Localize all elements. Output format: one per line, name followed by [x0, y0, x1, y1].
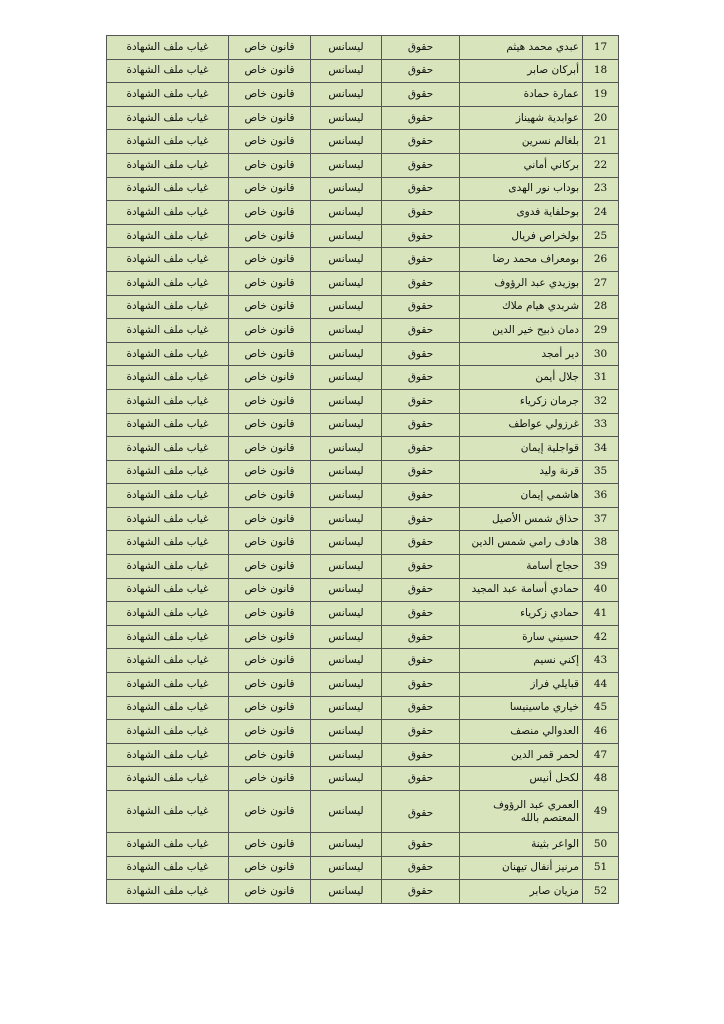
row-number: 27 [583, 271, 619, 295]
specialty: قانون خاص [229, 319, 311, 343]
row-number: 38 [583, 531, 619, 555]
degree-level: ليسانس [311, 295, 382, 319]
table-row [107, 531, 619, 555]
observation: غياب ملف الشهادة [107, 833, 229, 857]
student-name: بوزيدي عبد الرؤوف [460, 271, 583, 295]
degree-level: ليسانس [311, 578, 382, 602]
row-number: 49 [583, 791, 619, 833]
table-row [107, 578, 619, 602]
table-row [107, 649, 619, 673]
observation: غياب ملف الشهادة [107, 201, 229, 225]
table-row [107, 625, 619, 649]
student-name: قرنة وليد [460, 460, 583, 484]
table-row [107, 856, 619, 880]
field-of-study: حقوق [382, 578, 460, 602]
student-name: العمري عبد الرؤوف المعتصم بالله [460, 791, 583, 833]
specialty: قانون خاص [229, 106, 311, 130]
degree-level: ليسانس [311, 484, 382, 508]
row-number: 37 [583, 507, 619, 531]
degree-level: ليسانس [311, 531, 382, 555]
observation: غياب ملف الشهادة [107, 578, 229, 602]
table-row [107, 720, 619, 744]
field-of-study: حقوق [382, 36, 460, 60]
degree-level: ليسانس [311, 59, 382, 83]
student-name: حذاق شمس الأصيل [460, 507, 583, 531]
field-of-study: حقوق [382, 106, 460, 130]
row-number: 52 [583, 880, 619, 904]
observation: غياب ملف الشهادة [107, 342, 229, 366]
specialty: قانون خاص [229, 531, 311, 555]
table-row [107, 342, 619, 366]
table-row [107, 696, 619, 720]
table-row [107, 271, 619, 295]
table-row [107, 83, 619, 107]
degree-level: ليسانس [311, 130, 382, 154]
specialty: قانون خاص [229, 602, 311, 626]
observation: غياب ملف الشهادة [107, 625, 229, 649]
specialty: قانون خاص [229, 177, 311, 201]
observation: غياب ملف الشهادة [107, 83, 229, 107]
degree-level: ليسانس [311, 153, 382, 177]
specialty: قانون خاص [229, 578, 311, 602]
student-name: خياري ماسينيسا [460, 696, 583, 720]
specialty: قانون خاص [229, 59, 311, 83]
degree-level: ليسانس [311, 791, 382, 833]
field-of-study: حقوق [382, 880, 460, 904]
observation: غياب ملف الشهادة [107, 767, 229, 791]
table-row [107, 153, 619, 177]
field-of-study: حقوق [382, 767, 460, 791]
table-row [107, 389, 619, 413]
student-name: هادف رامي شمس الدين [460, 531, 583, 555]
row-number: 25 [583, 224, 619, 248]
degree-level: ليسانس [311, 271, 382, 295]
specialty: قانون خاص [229, 767, 311, 791]
table-row [107, 366, 619, 390]
row-number: 40 [583, 578, 619, 602]
row-number: 50 [583, 833, 619, 857]
student-name: عمارة حمادة [460, 83, 583, 107]
degree-level: ليسانس [311, 720, 382, 744]
degree-level: ليسانس [311, 389, 382, 413]
degree-level: ليسانس [311, 696, 382, 720]
table-row [107, 59, 619, 83]
row-number: 32 [583, 389, 619, 413]
degree-level: ليسانس [311, 555, 382, 579]
field-of-study: حقوق [382, 507, 460, 531]
student-name: هاشمي إيمان [460, 484, 583, 508]
row-number: 47 [583, 743, 619, 767]
row-number: 51 [583, 856, 619, 880]
student-name: بلغالم نسرين [460, 130, 583, 154]
field-of-study: حقوق [382, 484, 460, 508]
table-row [107, 602, 619, 626]
field-of-study: حقوق [382, 59, 460, 83]
student-name: شربدي هيام ملاك [460, 295, 583, 319]
field-of-study: حقوق [382, 130, 460, 154]
specialty: قانون خاص [229, 791, 311, 833]
observation: غياب ملف الشهادة [107, 389, 229, 413]
field-of-study: حقوق [382, 856, 460, 880]
specialty: قانون خاص [229, 224, 311, 248]
student-name: مزيان صابر [460, 880, 583, 904]
specialty: قانون خاص [229, 507, 311, 531]
observation: غياب ملف الشهادة [107, 856, 229, 880]
observation: غياب ملف الشهادة [107, 555, 229, 579]
degree-level: ليسانس [311, 880, 382, 904]
student-name: حمادي زكرياء [460, 602, 583, 626]
field-of-study: حقوق [382, 83, 460, 107]
observation: غياب ملف الشهادة [107, 366, 229, 390]
degree-level: ليسانس [311, 507, 382, 531]
students-table [106, 35, 619, 904]
degree-level: ليسانس [311, 106, 382, 130]
student-name: حسيني سارة [460, 625, 583, 649]
degree-level: ليسانس [311, 649, 382, 673]
specialty: قانون خاص [229, 271, 311, 295]
observation: غياب ملف الشهادة [107, 248, 229, 272]
degree-level: ليسانس [311, 201, 382, 225]
row-number: 29 [583, 319, 619, 343]
specialty: قانون خاص [229, 720, 311, 744]
table-row [107, 437, 619, 461]
student-name: جلال أيمن [460, 366, 583, 390]
degree-level: ليسانس [311, 602, 382, 626]
specialty: قانون خاص [229, 366, 311, 390]
student-name: مرنيز أنفال تيهنان [460, 856, 583, 880]
row-number: 48 [583, 767, 619, 791]
field-of-study: حقوق [382, 673, 460, 697]
table-row [107, 36, 619, 60]
student-name: الواعر بثينة [460, 833, 583, 857]
specialty: قانون خاص [229, 130, 311, 154]
field-of-study: حقوق [382, 342, 460, 366]
field-of-study: حقوق [382, 649, 460, 673]
degree-level: ليسانس [311, 248, 382, 272]
observation: غياب ملف الشهادة [107, 720, 229, 744]
student-name: بولخراص فريال [460, 224, 583, 248]
table-body [107, 36, 619, 904]
table-row [107, 833, 619, 857]
field-of-study: حقوق [382, 271, 460, 295]
specialty: قانون خاص [229, 248, 311, 272]
field-of-study: حقوق [382, 295, 460, 319]
student-name: لحمر قمر الدين [460, 743, 583, 767]
row-number: 43 [583, 649, 619, 673]
student-name: أبركان صابر [460, 59, 583, 83]
student-name: بوحلفاية فدوى [460, 201, 583, 225]
row-number: 23 [583, 177, 619, 201]
row-number: 30 [583, 342, 619, 366]
student-name: عوابدية شهيناز [460, 106, 583, 130]
field-of-study: حقوق [382, 224, 460, 248]
table-row [107, 673, 619, 697]
observation: غياب ملف الشهادة [107, 36, 229, 60]
specialty: قانون خاص [229, 153, 311, 177]
specialty: قانون خاص [229, 460, 311, 484]
table-row [107, 177, 619, 201]
observation: غياب ملف الشهادة [107, 880, 229, 904]
field-of-study: حقوق [382, 201, 460, 225]
field-of-study: حقوق [382, 319, 460, 343]
field-of-study: حقوق [382, 153, 460, 177]
degree-level: ليسانس [311, 36, 382, 60]
row-number: 31 [583, 366, 619, 390]
specialty: قانون خاص [229, 437, 311, 461]
row-number: 36 [583, 484, 619, 508]
student-name: غرزولي عواطف [460, 413, 583, 437]
specialty: قانون خاص [229, 833, 311, 857]
student-name: حمادي أسامة عبد المجيد [460, 578, 583, 602]
observation: غياب ملف الشهادة [107, 602, 229, 626]
degree-level: ليسانس [311, 224, 382, 248]
field-of-study: حقوق [382, 791, 460, 833]
table-row [107, 791, 619, 833]
table-row [107, 201, 619, 225]
observation: غياب ملف الشهادة [107, 649, 229, 673]
student-name: بركاني أماني [460, 153, 583, 177]
observation: غياب ملف الشهادة [107, 224, 229, 248]
field-of-study: حقوق [382, 720, 460, 744]
table-row [107, 767, 619, 791]
table-row [107, 295, 619, 319]
student-name: جرمان زكرياء [460, 389, 583, 413]
degree-level: ليسانس [311, 319, 382, 343]
table-row [107, 106, 619, 130]
degree-level: ليسانس [311, 767, 382, 791]
observation: غياب ملف الشهادة [107, 153, 229, 177]
field-of-study: حقوق [382, 531, 460, 555]
degree-level: ليسانس [311, 833, 382, 857]
observation: غياب ملف الشهادة [107, 791, 229, 833]
student-name: قواجلية إيمان [460, 437, 583, 461]
field-of-study: حقوق [382, 625, 460, 649]
row-number: 17 [583, 36, 619, 60]
field-of-study: حقوق [382, 413, 460, 437]
degree-level: ليسانس [311, 177, 382, 201]
degree-level: ليسانس [311, 625, 382, 649]
observation: غياب ملف الشهادة [107, 413, 229, 437]
table-row [107, 507, 619, 531]
field-of-study: حقوق [382, 555, 460, 579]
field-of-study: حقوق [382, 696, 460, 720]
degree-level: ليسانس [311, 342, 382, 366]
field-of-study: حقوق [382, 177, 460, 201]
student-name: دمان ذبيح خير الدين [460, 319, 583, 343]
specialty: قانون خاص [229, 413, 311, 437]
row-number: 24 [583, 201, 619, 225]
student-name: قبايلي فراز [460, 673, 583, 697]
row-number: 44 [583, 673, 619, 697]
field-of-study: حقوق [382, 833, 460, 857]
field-of-study: حقوق [382, 437, 460, 461]
specialty: قانون خاص [229, 389, 311, 413]
row-number: 42 [583, 625, 619, 649]
row-number: 28 [583, 295, 619, 319]
specialty: قانون خاص [229, 673, 311, 697]
degree-level: ليسانس [311, 743, 382, 767]
degree-level: ليسانس [311, 83, 382, 107]
field-of-study: حقوق [382, 366, 460, 390]
table-row [107, 130, 619, 154]
specialty: قانون خاص [229, 625, 311, 649]
observation: غياب ملف الشهادة [107, 484, 229, 508]
degree-level: ليسانس [311, 460, 382, 484]
row-number: 45 [583, 696, 619, 720]
specialty: قانون خاص [229, 36, 311, 60]
field-of-study: حقوق [382, 389, 460, 413]
specialty: قانون خاص [229, 696, 311, 720]
row-number: 22 [583, 153, 619, 177]
specialty: قانون خاص [229, 295, 311, 319]
row-number: 46 [583, 720, 619, 744]
row-number: 26 [583, 248, 619, 272]
observation: غياب ملف الشهادة [107, 59, 229, 83]
observation: غياب ملف الشهادة [107, 507, 229, 531]
student-name: بوداب نور الهدى [460, 177, 583, 201]
table-row [107, 413, 619, 437]
observation: غياب ملف الشهادة [107, 295, 229, 319]
observation: غياب ملف الشهادة [107, 437, 229, 461]
field-of-study: حقوق [382, 460, 460, 484]
observation: غياب ملف الشهادة [107, 106, 229, 130]
specialty: قانون خاص [229, 342, 311, 366]
row-number: 18 [583, 59, 619, 83]
specialty: قانون خاص [229, 649, 311, 673]
observation: غياب ملف الشهادة [107, 271, 229, 295]
student-name: حجاج أسامة [460, 555, 583, 579]
student-name: لكحل أنيس [460, 767, 583, 791]
row-number: 21 [583, 130, 619, 154]
student-name: العدوالي منصف [460, 720, 583, 744]
degree-level: ليسانس [311, 856, 382, 880]
table-row [107, 743, 619, 767]
row-number: 41 [583, 602, 619, 626]
table-row [107, 484, 619, 508]
degree-level: ليسانس [311, 413, 382, 437]
specialty: قانون خاص [229, 743, 311, 767]
observation: غياب ملف الشهادة [107, 673, 229, 697]
degree-level: ليسانس [311, 366, 382, 390]
observation: غياب ملف الشهادة [107, 460, 229, 484]
field-of-study: حقوق [382, 602, 460, 626]
row-number: 33 [583, 413, 619, 437]
observation: غياب ملف الشهادة [107, 319, 229, 343]
specialty: قانون خاص [229, 201, 311, 225]
table-row [107, 460, 619, 484]
field-of-study: حقوق [382, 743, 460, 767]
specialty: قانون خاص [229, 83, 311, 107]
table-row [107, 248, 619, 272]
field-of-study: حقوق [382, 248, 460, 272]
table-row [107, 555, 619, 579]
student-name: عبدي محمد هيثم [460, 36, 583, 60]
specialty: قانون خاص [229, 484, 311, 508]
observation: غياب ملف الشهادة [107, 130, 229, 154]
row-number: 34 [583, 437, 619, 461]
specialty: قانون خاص [229, 880, 311, 904]
observation: غياب ملف الشهادة [107, 177, 229, 201]
specialty: قانون خاص [229, 555, 311, 579]
student-name: إكني نسيم [460, 649, 583, 673]
table-row [107, 224, 619, 248]
degree-level: ليسانس [311, 437, 382, 461]
specialty: قانون خاص [229, 856, 311, 880]
row-number: 19 [583, 83, 619, 107]
observation: غياب ملف الشهادة [107, 531, 229, 555]
table-row [107, 319, 619, 343]
degree-level: ليسانس [311, 673, 382, 697]
student-name: دير أمجد [460, 342, 583, 366]
observation: غياب ملف الشهادة [107, 696, 229, 720]
observation: غياب ملف الشهادة [107, 743, 229, 767]
student-name: بومعراف محمد رضا [460, 248, 583, 272]
row-number: 35 [583, 460, 619, 484]
row-number: 39 [583, 555, 619, 579]
table-row [107, 880, 619, 904]
row-number: 20 [583, 106, 619, 130]
